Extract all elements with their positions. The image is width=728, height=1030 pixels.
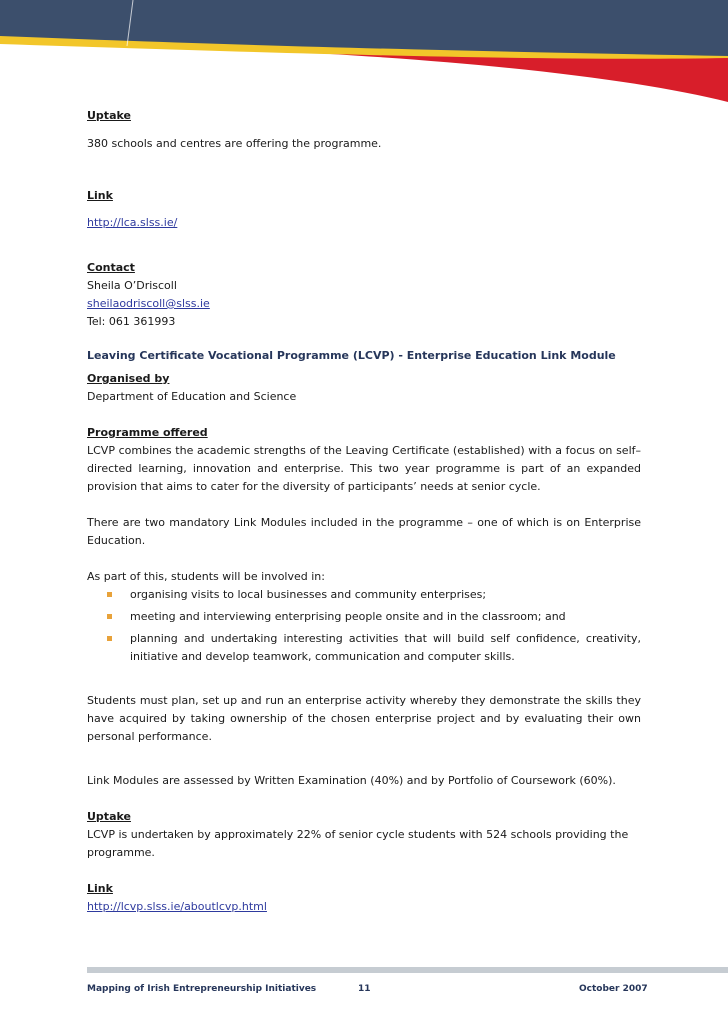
lca-link-heading: Link bbox=[87, 189, 113, 202]
header-banner bbox=[0, 0, 728, 110]
contact-email-link[interactable]: sheilaodriscoll@slss.ie bbox=[87, 297, 210, 310]
contact-name: Sheila O’Driscoll bbox=[87, 279, 177, 292]
lcvp-link[interactable]: http://lcvp.slss.ie/aboutlcvp.html bbox=[87, 900, 267, 913]
lcvp-organised-heading: Organised by bbox=[87, 372, 170, 385]
footer-page-number: 11 bbox=[358, 984, 371, 994]
lcvp-programme-text: LCVP combines the academic strengths of the Leaving Certificate (established) with a focus on self–directed learning, innovation and enterprise. This two year programme is part of an expanded provision that aims to cater for the diversity of participants’ needs at senior cycle. bbox=[87, 444, 641, 493]
footer-divider bbox=[87, 967, 728, 973]
contact-tel: Tel: 061 361993 bbox=[87, 315, 176, 328]
lcvp-link-heading: Link bbox=[87, 882, 113, 895]
lcvp-modules-text: There are two mandatory Link Modules included in the programme – one of which is on Enterprise Education. bbox=[87, 516, 641, 547]
bullet-square-icon bbox=[107, 592, 112, 597]
lcvp-students-text: Students must plan, set up and run an enterprise activity whereby they demonstrate the skills they have acquired by taking ownership of the chosen enterprise project and by evaluating their own personal performance. bbox=[87, 694, 641, 743]
lcvp-activities-list bbox=[87, 586, 641, 666]
lca-contact-heading: Contact bbox=[87, 261, 135, 274]
list-item-text: organising visits to local businesses and community enterprises; bbox=[130, 588, 487, 601]
list-item-text: meeting and interviewing enterprising people onsite and in the classroom; and bbox=[130, 610, 566, 623]
page-content bbox=[87, 107, 641, 916]
bullet-square-icon bbox=[107, 636, 112, 641]
footer-date: October 2007 bbox=[579, 984, 648, 994]
lca-uptake-text: 380 schools and centres are offering the programme. bbox=[87, 137, 382, 150]
footer-title: Mapping of Irish Entrepreneurship Initiatives bbox=[87, 984, 317, 994]
banner-red-swoosh bbox=[330, 54, 728, 102]
lcvp-title: Leaving Certificate Vocational Programme (LCVP) - Enterprise Education Link Module bbox=[87, 349, 616, 362]
list-item bbox=[130, 630, 641, 666]
lcvp-uptake-heading: Uptake bbox=[87, 810, 131, 823]
lca-link[interactable]: http://lca.slss.ie/ bbox=[87, 216, 178, 229]
list-item bbox=[130, 586, 641, 604]
list-item bbox=[130, 608, 641, 626]
bullet-square-icon bbox=[107, 614, 112, 619]
lcvp-organised-text: Department of Education and Science bbox=[87, 390, 297, 403]
lcvp-assessment-text: Link Modules are assessed by Written Examination (40%) and by Portfolio of Coursework (60%). bbox=[87, 774, 616, 787]
lcvp-involved-intro: As part of this, students will be involved in: bbox=[87, 570, 325, 583]
lca-uptake-heading: Uptake bbox=[87, 109, 131, 122]
lcvp-uptake-text: LCVP is undertaken by approximately 22% of senior cycle students with 524 schools providing the programme. bbox=[87, 828, 629, 859]
list-item-text: planning and undertaking interesting activities that will build self confidence, creativity, initiative and develop teamwork, communication and computer skills. bbox=[130, 632, 641, 663]
lcvp-programme-heading: Programme offered bbox=[87, 426, 208, 439]
